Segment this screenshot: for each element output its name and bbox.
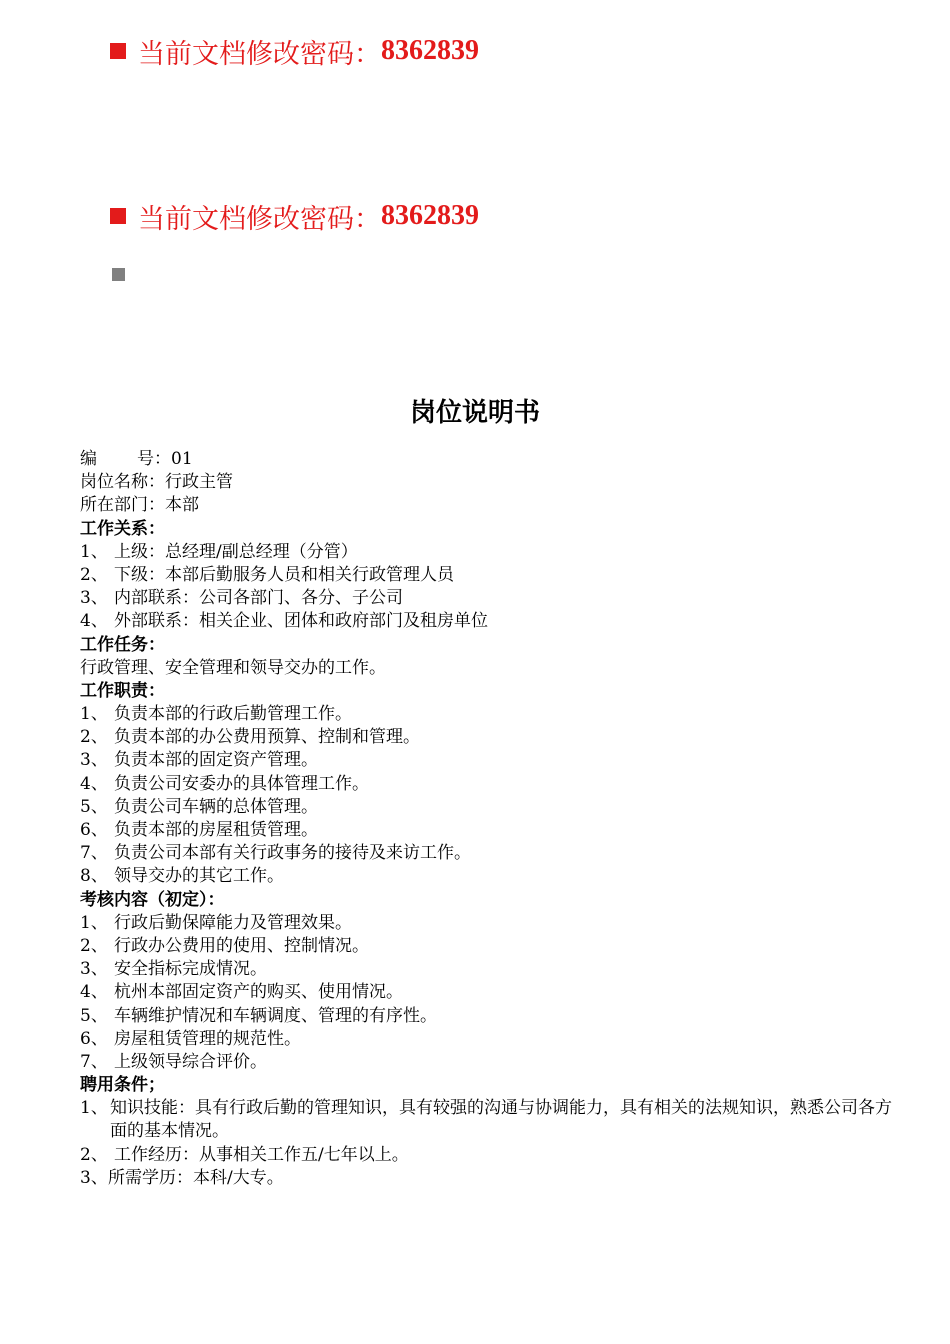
field-department: 所在部门：本部 (80, 495, 199, 516)
list-item: 2、 工作经历：从事相关工作五/七年以上。 (80, 1144, 409, 1165)
list-item: 3、 安全指标完成情况。 (80, 959, 267, 980)
password-notice-2 (110, 196, 479, 236)
document-title: 岗位说明书 (409, 398, 540, 428)
list-item: 2、 下级：本部后勤服务人员和相关行政管理人员 (80, 564, 454, 585)
red-square-bullet-icon (110, 208, 126, 224)
list-item: 1、 知识技能：具有行政后勤的管理知识，具有较强的沟通与协调能力，具有相关的法规知识，熟悉公司各方面的基本情况。 (80, 1098, 892, 1142)
list-item: 7、 负责公司本部有关行政事务的接待及来访工作。 (80, 843, 471, 864)
list-item: 6、 负责本部的房屋租赁管理。 (80, 820, 318, 840)
list-item: 1、 行政后勤保障能力及管理效果。 (80, 912, 352, 933)
notice-code: 8362839 (381, 200, 479, 231)
section-heading-relations: 工作关系： (80, 518, 165, 539)
list-item: 3、所需学历：本科/大专。 (80, 1167, 284, 1188)
tasks-text: 行政管理、安全管理和领导交办的工作。 (80, 657, 386, 678)
list-item: 2、 行政办公费用的使用、控制情况。 (80, 935, 369, 956)
job-description-body (80, 448, 900, 1190)
list-item: 8、 领导交办的其它工作。 (80, 866, 284, 887)
list-item: 3、 负责本部的固定资产管理。 (80, 750, 318, 771)
list-item: 4、 杭州本部固定资产的购买、使用情况。 (80, 982, 403, 1003)
section-heading-conditions: 聘用条件； (80, 1075, 165, 1096)
notice-code: 8362839 (381, 35, 479, 66)
field-number: 编 号：01 (80, 449, 193, 469)
notice-label: 当前文档修改密码： (138, 38, 381, 70)
list-item: 1、 负责本部的行政后勤管理工作。 (80, 704, 352, 725)
notice-label: 当前文档修改密码： (138, 203, 381, 235)
list-item: 6、 房屋租赁管理的规范性。 (80, 1028, 301, 1049)
list-item: 1、 上级：总经理/副总经理（分管） (80, 541, 358, 562)
list-item: 3、 内部联系：公司各部门、各分、子公司 (80, 588, 403, 609)
password-notice-1 (110, 31, 479, 71)
list-item: 5、 负责公司车辆的总体管理。 (80, 796, 318, 817)
grey-square-bullet-icon (112, 268, 125, 281)
red-square-bullet-icon (110, 43, 126, 59)
list-item: 7、 上级领导综合评价。 (80, 1051, 267, 1072)
section-heading-assessment: 考核内容（初定）： (80, 889, 225, 910)
list-item: 4、 外部联系：相关企业、团体和政府部门及租房单位 (80, 611, 488, 632)
list-item: 5、 车辆维护情况和车辆调度、管理的有序性。 (80, 1005, 437, 1026)
list-item: 4、 负责公司安委办的具体管理工作。 (80, 773, 369, 794)
section-heading-tasks: 工作任务： (80, 634, 165, 655)
section-heading-duties: 工作职责： (80, 680, 165, 701)
field-position-name: 岗位名称：行政主管 (80, 472, 233, 493)
list-item: 2、 负责本部的办公费用预算、控制和管理。 (80, 727, 420, 748)
